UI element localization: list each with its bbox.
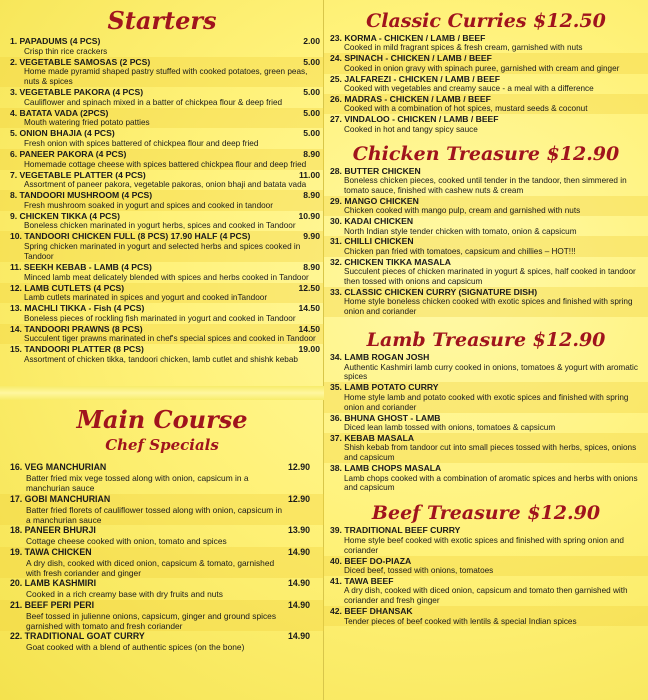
menu-item-row xyxy=(10,283,324,294)
menu-item xyxy=(0,303,324,324)
menu-item-name: 38. LAMB CHOPS MASALA xyxy=(330,463,442,474)
menu-item-description: Cottage cheese cooked with onion, tomato and spices xyxy=(26,536,227,547)
classic-curries-list xyxy=(324,33,648,135)
menu-item-price: 12.90 xyxy=(287,493,310,504)
menu-item-description: Lamb cutlets marinated in spices and yogurt and cooked inTandoor xyxy=(24,293,268,303)
menu-item-name: 31. CHILLI CHICKEN xyxy=(330,236,414,247)
menu-item-row xyxy=(330,196,648,206)
menu-item-row xyxy=(10,262,324,273)
menu-item-price: 14.90 xyxy=(287,578,310,589)
menu-item-name: 2. VEGETABLE SAMOSAS (2 PCS) xyxy=(10,56,151,67)
menu-item-name: 9. CHICKEN TIKKA (4 PCS) xyxy=(10,210,120,221)
menu-item xyxy=(0,525,324,546)
menu-item xyxy=(324,33,648,53)
menu-item-price: 19.00 xyxy=(298,344,320,355)
menu-item xyxy=(0,211,324,232)
menu-item xyxy=(0,170,324,191)
menu-item-row xyxy=(330,433,648,443)
menu-item-description: Cauliflower and spinach mixed in a batter of chickpea flour & deep fried xyxy=(24,97,283,107)
menu-item-description: Homemade cottage cheese with spices battered chickpea flour and deep fried xyxy=(24,159,307,169)
menu-item-row xyxy=(10,211,324,222)
menu-item xyxy=(324,433,648,463)
menu-item xyxy=(324,525,648,555)
menu-item-row xyxy=(330,53,648,63)
menu-item xyxy=(324,352,648,382)
main-course-list xyxy=(0,462,324,653)
menu-item-name: 6. PANEER PAKORA (4 PCS) xyxy=(10,148,127,159)
menu-item-description: Cooked in a rich creamy base with dry fruits and nuts xyxy=(26,589,223,600)
menu-item-name: 8. TANDOORI MUSHROOM (4 PCS) xyxy=(10,190,153,201)
menu-item-row xyxy=(330,74,648,84)
menu-item xyxy=(0,344,324,365)
menu-item xyxy=(0,494,324,526)
menu-item xyxy=(324,257,648,287)
menu-item-name: 29. MANGO CHICKEN xyxy=(330,195,419,206)
menu-item-description: Minced lamb meat delicately blended with spices and herbs cooked in Tandoor xyxy=(24,272,309,282)
menu-item-name: 11. SEEKH KEBAB - LAMB (4 PCS) xyxy=(10,261,152,272)
menu-item-row xyxy=(10,57,324,68)
beef-treasure-section xyxy=(324,493,648,626)
menu-item xyxy=(0,108,324,129)
menu-item-description: Boneless pieces of rockling fish marinated in yogurt and cooked in Tandoor xyxy=(24,313,296,323)
menu-item xyxy=(324,114,648,134)
menu-item xyxy=(0,547,324,579)
menu-item-price: 11.00 xyxy=(298,169,320,180)
menu-item xyxy=(0,128,324,149)
lamb-treasure-heading: Lamb Treasure $12.90 xyxy=(366,329,606,352)
menu-item-price: 12.90 xyxy=(287,462,310,472)
menu-item-description: Home made pyramid shaped pastry stuffed with cooked potatoes, green peas, nuts & spices xyxy=(24,67,308,87)
menu-item-description: Succulent tiger prawns marinated in chef's special spices and cooked in Tandoor xyxy=(24,334,316,344)
menu-item-name: 4. BATATA VADA (2PCS) xyxy=(10,107,109,118)
chicken-treasure-heading: Chicken Treasure $12.90 xyxy=(352,142,620,165)
menu-item-name: 12. LAMB CUTLETS (4 PCS) xyxy=(10,282,125,293)
menu-item-name: 33. CLASSIC CHICKEN CURRY (SIGNATURE DISH) xyxy=(330,286,538,297)
menu-item-row xyxy=(330,166,648,176)
menu-item-description: Diced lean lamb tossed with onions, tomatoes & capsicum xyxy=(344,423,556,432)
menu-item-name: 40. BEEF DO-PIAZA xyxy=(330,555,412,566)
chicken-treasure-section xyxy=(324,135,648,318)
menu-item-row xyxy=(10,547,324,558)
menu-item-row xyxy=(330,94,648,104)
menu-item-name: 21. BEEF PERI PERI xyxy=(10,599,95,610)
menu-item-description: Assortment of paneer pakora, vegetable pakoras, onion bhaji and batata vada xyxy=(24,180,307,190)
starters-list xyxy=(0,36,324,365)
menu-item-price: 8.90 xyxy=(303,261,320,272)
menu-item xyxy=(324,74,648,94)
menu-item-name: 16. VEG MANCHURIAN xyxy=(10,462,107,472)
menu-item-name: 41. TAWA BEEF xyxy=(330,575,394,586)
menu-item-name: 1. PAPADUMS (4 PCS) xyxy=(10,36,101,46)
menu-item xyxy=(324,287,648,317)
menu-item-name: 35. LAMB POTATO CURRY xyxy=(330,382,439,393)
menu-item-row xyxy=(330,556,648,566)
menu-item-name: 28. BUTTER CHICKEN xyxy=(330,165,421,176)
menu-item xyxy=(0,262,324,283)
classic-curries-section xyxy=(324,0,648,135)
menu-item-description: Cooked with vegetables and creamy sauce - a meal with a difference xyxy=(344,84,594,94)
menu-item-row xyxy=(10,578,324,589)
menu-item-description: Mouth watering fried potato patties xyxy=(24,118,150,128)
menu-item-name: 7. VEGETABLE PLATTER (4 PCS) xyxy=(10,169,146,180)
menu-item-name: 25. JALFAREZI - CHICKEN / LAMB / BEEF xyxy=(330,73,500,84)
menu-item-price: 2.00 xyxy=(303,36,320,46)
starters-section xyxy=(0,0,324,365)
menu-item xyxy=(324,413,648,433)
menu-item-name: 32. CHICKEN TIKKA MASALA xyxy=(330,256,451,267)
menu-item xyxy=(0,231,324,262)
menu-item-price: 14.50 xyxy=(298,303,320,314)
menu-item-row xyxy=(330,382,648,392)
menu-item-row xyxy=(10,462,324,473)
menu-item-name: 14. TANDOORI PRAWNS (8 PCS) xyxy=(10,323,143,334)
menu-item-description: Succulent pieces of chicken marinated in yogurt & spices, half cooked in tandoor then tossed with onions and capsicum xyxy=(344,267,636,287)
menu-item-row xyxy=(330,413,648,423)
menu-item-row xyxy=(330,33,648,43)
beef-treasure-heading: Beef Treasure $12.90 xyxy=(371,502,601,525)
menu-item-price: 13.90 xyxy=(287,525,310,536)
menu-item-row xyxy=(10,128,324,139)
menu-item-row xyxy=(10,600,324,611)
menu-item-row xyxy=(10,494,324,505)
menu-item-name: 23. KORMA - CHICKEN / LAMB / BEEF xyxy=(330,33,486,43)
page-fold xyxy=(0,386,324,400)
menu-item-price: 8.90 xyxy=(303,148,320,159)
menu-item-row xyxy=(330,216,648,226)
menu-item-description: Boneless chicken marinated in yogurt herbs, spices and cooked in Tandoor xyxy=(24,221,296,231)
menu-item xyxy=(0,87,324,108)
menu-item-row xyxy=(330,114,648,124)
menu-item xyxy=(324,606,648,626)
menu-item-description: Cooked with a combination of hot spices, mustard seeds & coconut xyxy=(344,104,588,114)
menu-item-description: Fresh mushroom soaked in yogurt and spices and cooked in tandoor xyxy=(24,200,273,210)
menu-item xyxy=(0,600,324,632)
menu-item-price: 9.90 xyxy=(303,231,320,242)
menu-item-price: 12.50 xyxy=(298,282,320,293)
menu-item-row xyxy=(10,324,324,335)
starters-heading: Starters xyxy=(107,6,217,35)
menu-item-price: 14.90 xyxy=(287,546,310,557)
menu-item-name: 22. TRADITIONAL GOAT CURRY xyxy=(10,631,145,642)
menu-item-row xyxy=(330,352,648,362)
menu-item xyxy=(324,196,648,216)
menu-item xyxy=(324,556,648,576)
menu-item-name: 42. BEEF DHANSAK xyxy=(330,606,413,617)
menu-item-row xyxy=(10,190,324,201)
menu-item-row xyxy=(330,606,648,616)
chef-specials-subheading: Chef Specials xyxy=(105,436,219,454)
menu-item-description: A dry dish, cooked with diced onion, capsicum and tomato then garnished with coriander and fresh ginger xyxy=(344,586,628,606)
menu-item xyxy=(324,166,648,196)
menu-item-description: Cooked in hot and tangy spicy sauce xyxy=(344,124,478,134)
menu-item-row xyxy=(10,303,324,314)
menu-item xyxy=(324,94,648,114)
menu-item-name: 17. GOBI MANCHURIAN xyxy=(10,493,111,504)
menu-item-name: 20. LAMB KASHMIRI xyxy=(10,578,97,589)
menu-item-row xyxy=(10,631,324,642)
menu-item-description: Home style boneless chicken cooked with exotic spices and finished with spring onion and coriander xyxy=(344,297,633,317)
menu-item-description: Lamb chops cooked with a combination of aromatic spices and herbs with onions and capsicum xyxy=(344,473,638,493)
menu-item-description: Fresh onion with spices battered of chickpea flour and deep fried xyxy=(24,138,259,148)
menu-item-description: Chicken pan fried with tomatoes, capsicum and chillies – HOT!!! xyxy=(344,246,576,256)
menu-item-row xyxy=(330,257,648,267)
menu-item-row xyxy=(10,231,324,242)
chicken-treasure-list xyxy=(324,166,648,318)
menu-item-row xyxy=(10,36,324,47)
menu-item-description: North Indian style tender chicken with tomato, onion & capsicum xyxy=(344,226,577,236)
menu-item xyxy=(0,190,324,211)
menu-item-name: 19. TAWA CHICKEN xyxy=(10,546,92,557)
menu-item xyxy=(0,283,324,304)
menu-item-name: 24. SPINACH - CHICKEN / LAMB / BEEF xyxy=(330,53,492,64)
main-course-heading: Main Course xyxy=(76,405,248,434)
menu-item-name: 26. MADRAS - CHICKEN / LAMB / BEEF xyxy=(330,93,491,104)
menu-item-name: 39. TRADITIONAL BEEF CURRY xyxy=(330,525,461,536)
menu-item-description: Cooked in mild fragrant spices & fresh cream, garnished with nuts xyxy=(344,43,583,53)
lamb-treasure-list xyxy=(324,352,648,493)
menu-item xyxy=(0,36,324,57)
menu-item-description: Home style lamb and potato cooked with exotic spices and finished with spring onion and coriander xyxy=(344,392,629,412)
menu-item-name: 18. PANEER BHURJI xyxy=(10,525,96,536)
menu-item-description: Assortment of chicken tikka, tandoori chicken, lamb cutlet and shishk kebab xyxy=(24,354,298,364)
menu-item-description: Diced beef, tossed with onions, tomatoes xyxy=(344,565,494,575)
menu-item-description: Beef tossed in julienne onions, capsicum, ginger and ground spices garnished with tomato and fresh coriander xyxy=(26,610,277,632)
lamb-treasure-section xyxy=(324,317,648,493)
menu-item-description: Boneless chicken pieces, cooked until tender in the tandoor, then simmered in tomato sauce, finished with cashew nuts & cream xyxy=(344,175,627,195)
menu-item-price: 5.00 xyxy=(303,128,320,139)
beef-treasure-list xyxy=(324,525,648,626)
menu-item-row xyxy=(10,108,324,119)
menu-item-price: 5.00 xyxy=(303,87,320,98)
menu-item xyxy=(324,236,648,256)
menu-item xyxy=(0,631,324,652)
left-column xyxy=(0,0,324,653)
menu-item-description: Crisp thin rice crackers xyxy=(24,46,108,56)
menu-item-row xyxy=(10,525,324,536)
menu-item-description: Authentic Kashmiri lamb curry cooked in onions, tomatoes & yogurt with aromatic spices xyxy=(344,362,638,382)
menu-item xyxy=(0,462,324,494)
menu-item-name: 34. LAMB ROGAN JOSH xyxy=(330,352,430,363)
menu-item xyxy=(324,53,648,73)
menu-item-price: 14.50 xyxy=(298,323,320,334)
menu-item-row xyxy=(330,576,648,586)
menu-item-description: Goat cooked with a blend of authentic spices (on the bone) xyxy=(26,642,245,653)
menu-item xyxy=(324,576,648,606)
menu-item-row xyxy=(330,287,648,297)
menu-item xyxy=(0,57,324,88)
menu-item-description: Tender pieces of beef cooked with lentils & special Indian spices xyxy=(344,616,577,626)
menu-item-row xyxy=(330,525,648,535)
menu-item-description: Chicken cooked with mango pulp, cream and garnished with nuts xyxy=(344,206,581,216)
menu-item-description: Batter fried mix vege tossed along with onion, capsicum in a manchurian sauce xyxy=(26,473,249,494)
menu-item-price: 14.90 xyxy=(287,631,310,642)
menu-item xyxy=(0,149,324,170)
right-column xyxy=(324,0,648,626)
menu-item-name: 13. MACHLI TIKKA - Fish (4 PCS) xyxy=(10,303,145,314)
menu-item xyxy=(0,324,324,345)
menu-item-description: Batter fried florets of cauliflower tossed along with onion, capsicum in a manchurian sauce xyxy=(26,504,283,526)
menu-item-price: 10.90 xyxy=(298,210,320,221)
menu-item-name: 36. BHUNA GHOST - LAMB xyxy=(330,412,441,423)
menu-item-price: 5.00 xyxy=(303,107,320,118)
menu-item-price: 14.90 xyxy=(287,599,310,610)
main-course-section xyxy=(0,402,324,653)
menu-item-name: 30. KADAI CHICKEN xyxy=(330,216,414,227)
menu-item-row xyxy=(10,344,324,355)
menu-item-price: 8.90 xyxy=(303,190,320,201)
menu-item xyxy=(324,216,648,236)
menu-item-name: 15. TANDOORI PLATTER (8 PCS) xyxy=(10,344,144,355)
menu-item-row xyxy=(330,236,648,246)
menu-item-row xyxy=(10,87,324,98)
menu-item-row xyxy=(330,463,648,473)
menu-item-row xyxy=(10,170,324,181)
menu-item xyxy=(324,382,648,412)
menu-item xyxy=(324,463,648,493)
menu-item-description: Shish kebab from tandoor cut into small pieces tossed with herbs, spices, onions and capsicum xyxy=(344,443,637,463)
menu-item-description: Spring chicken marinated in yogurt and selected herbs and spices cooked in Tandoor xyxy=(24,241,301,261)
menu-item-name: 10. TANDOORI CHICKEN FULL (8 PCS) 17.90 HALF (4 PCS) xyxy=(10,231,251,242)
menu-item-row xyxy=(10,149,324,160)
menu-item-name: 3. VEGETABLE PAKORA (4 PCS) xyxy=(10,87,144,98)
menu-item-price: 5.00 xyxy=(303,56,320,67)
menu-item-name: 37. KEBAB MASALA xyxy=(330,432,415,443)
classic-curries-heading: Classic Curries $12.50 xyxy=(366,10,606,32)
menu-item-name: 27. VINDALOO - CHICKEN / LAMB / BEEF xyxy=(330,114,499,125)
menu-item-name: 5. ONION BHAJIA (4 PCS) xyxy=(10,128,115,139)
menu-item-description: A dry dish, cooked with diced onion, capsicum & tomato, garnished with fresh coriander and ginger xyxy=(26,557,275,579)
menu-item-description: Cooked in onion gravy with spinach puree, garnished with cream and ginger xyxy=(344,63,620,73)
menu-item-description: Home style beef cooked with exotic spices and finished with spring onion and coriander xyxy=(344,535,624,555)
menu-item xyxy=(0,578,324,599)
